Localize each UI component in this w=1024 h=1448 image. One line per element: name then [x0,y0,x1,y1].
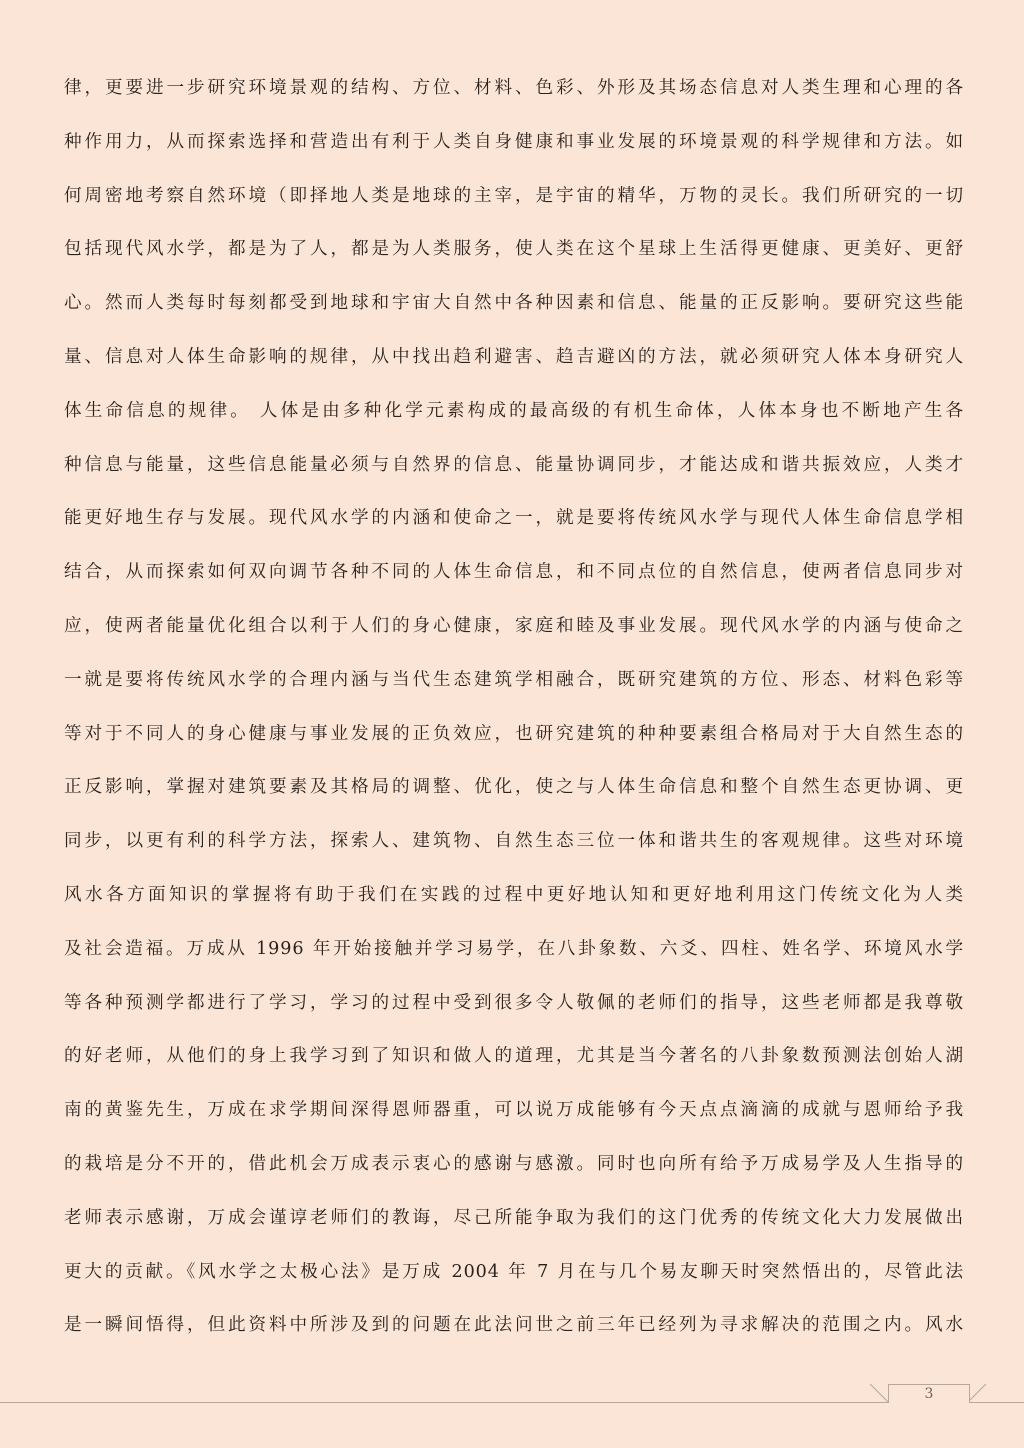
text-line: 等对于不同人的身心健康与事业发展的正负效应，也研究建筑的种种要素组合格局对于大自然生态的 [64,723,964,744]
text-line: 种作用力，从而探索选择和营造出有利于人类自身健康和事业发展的环境景观的科学规律和方法。如 [64,131,964,152]
page-number: 3 [888,1384,970,1403]
text-line: 风水各方面知识的掌握将有助于我们在实践的过程中更好地认知和更好地利用这门传统文化为人类 [64,884,964,905]
text-line: 的栽培是分不开的，借此机会万成表示衷心的感谢与感激。同时也向所有给予万成易学及人生指导的 [64,1153,964,1174]
text-line: 结合，从而探索如何双向调节各种不同的人体生命信息，和不同点位的自然信息，使两者信息同步对 [64,562,964,583]
text-line: 能更好地生存与发展。现代风水学的内涵和使命之一，就是要将传统风水学与现代人体生命信息学相 [64,508,964,529]
text-line: 同步，以更有利的科学方法，探索人、建筑物、自然生态三位一体和谐共生的客观规律。这些对环境 [64,831,964,852]
text-line: 体生命信息的规律。 人体是由多种化学元素构成的最高级的有机生命体，人体本身也不断地产生各 [64,400,964,421]
footer-rule [0,1402,1024,1403]
text-line: 更大的贡献。《风水学之太极心法》是万成 2004 年 7 月在与几个易友聊天时突然悟出的，尽管此法 [64,1261,964,1282]
body-paragraph [64,62,964,1353]
text-line: 心。然而人类每时每刻都受到地球和宇宙大自然中各种因素和信息、能量的正反影响。要研究这些能 [64,293,964,314]
text-line: 律，更要进一步研究环境景观的结构、方位、材料、色彩、外形及其场态信息对人类生理和心理的各 [64,78,964,98]
text-line: 包括现代风水学，都是为了人，都是为人类服务，使人类在这个星球上生活得更健康、更美好、更舒 [64,239,964,260]
text-line: 正反影响，掌握对建筑要素及其格局的调整、优化，使之与人体生命信息和整个自然生态更协调、更 [64,777,964,798]
text-line: 何周密地考察自然环境（即择地人类是地球的主宰，是宇宙的精华，万物的灵长。我们所研究的一切 [64,185,964,206]
text-line: 等各种预测学都进行了学习，学习的过程中受到很多令人敬佩的老师们的指导，这些老师都是我尊敬 [64,992,964,1013]
text-line: 种信息与能量，这些信息能量必须与自然界的信息、能量协调同步，才能达成和谐共振效应，人类才 [64,454,964,475]
page-tab-right-edge [968,1384,986,1402]
text-line: 南的黄鉴先生，万成在求学期间深得恩师器重，可以说万成能够有今天点点滴滴的成就与恩师给予我 [64,1100,964,1121]
text-line: 是一瞬间悟得，但此资料中所涉及到的问题在此法问世之前三年已经列为寻求解决的范围之内。风水 [64,1315,964,1336]
text-line: 一就是要将传统风水学的合理内涵与当代生态建筑学相融合，既研究建筑的方位、形态、材料色彩等 [64,669,964,690]
text-line: 应，使两者能量优化组合以利于人们的身心健康，家庭和睦及事业发展。现代风水学的内涵与使命之 [64,615,964,636]
text-line: 老师表示感谢，万成会谨谆老师们的教诲，尽己所能争取为我们的这门优秀的传统文化大力发展做出 [64,1207,964,1228]
text-line: 的好老师，从他们的身上我学习到了知识和做人的道理，尤其是当今著名的八卦象数预测法创始人湖 [64,1046,964,1067]
text-line: 及社会造福。万成从 1996 年开始接触并学习易学，在八卦象数、六爻、四柱、姓名学、环境风水学 [64,938,964,959]
page-tab-left-edge [870,1384,888,1402]
text-line: 量、信息对人体生命影响的规律，从中找出趋利避害、趋吉避凶的方法，就必须研究人体本身研究人 [64,346,964,367]
